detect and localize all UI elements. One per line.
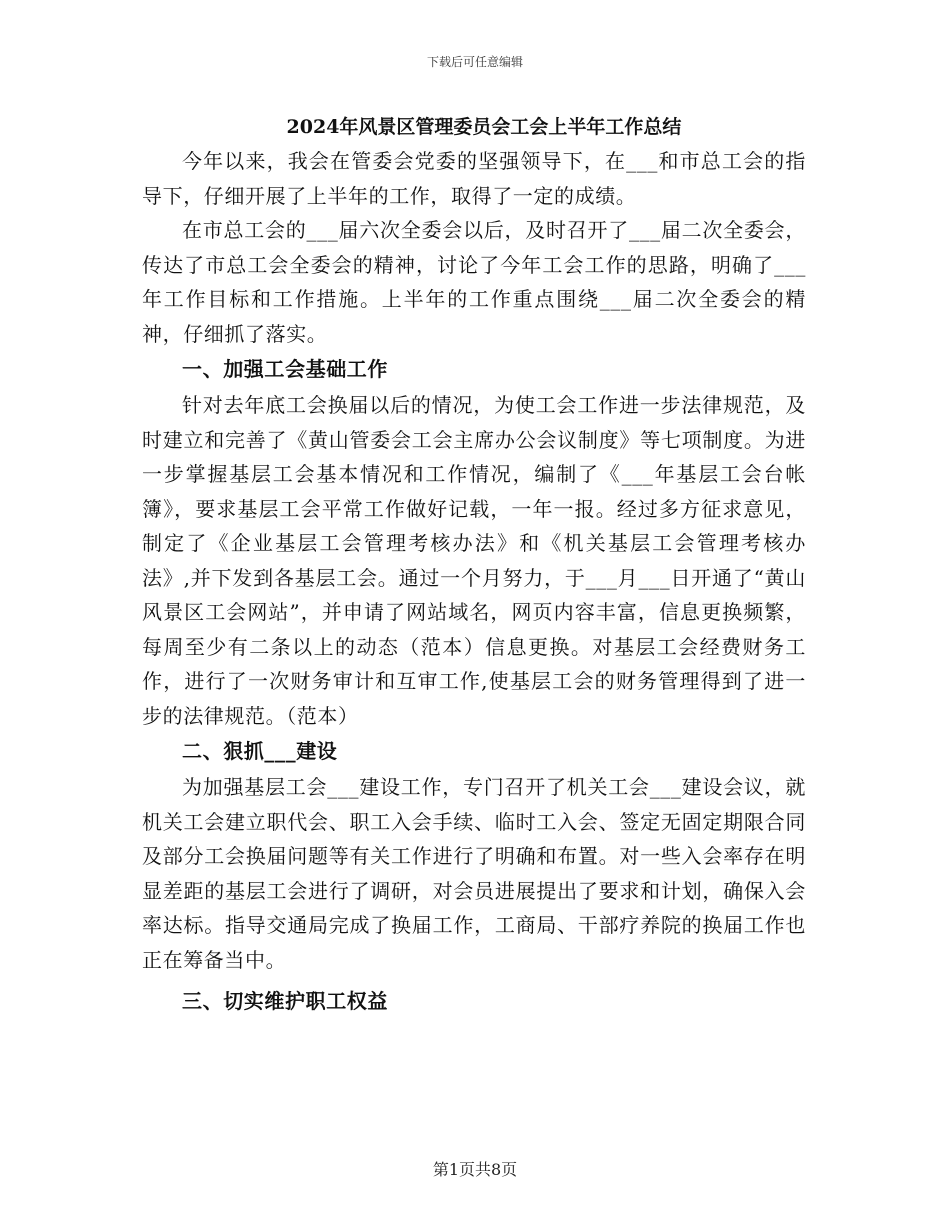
paragraph-basic-work: 针对去年底工会换届以后的情况，为使工会工作进一步法律规范，及时建立和完善了《黄山管委会工会主席办公会议制度》等七项制度。为进一步掌握基层工会基本情况和工作情况，编制了《___年基层工会台帐簿》，要求基层工会平常工作做好记载，一年一报。经过多方征求意见，制定了《企业基层工会管理考核办法》和《机关基层工会管理考核办法》,并下发到各基层工会。通过一个月努力，于___月___日开通了“黄山风景区工会网站”，并申请了网站域名，网页内容丰富，信息更换频繁，每周至少有二条以上的动态（范本）信息更换。对基层工会经费财务工作，进行了一次财务审计和互审工作,使基层工会的财务管理得到了进一步的法律规范。（范本） [142, 393, 806, 728]
paragraph-intro: 今年以来，我会在管委会党委的坚强领导下，在___和市总工会的指导下，仔细开展了上半年的工作，取得了一定的成绩。 [142, 149, 806, 208]
paragraph-construction: 为加强基层工会___建设工作，专门召开了机关工会___建设会议，就机关工会建立职代会、职工入会手续、临时工入会、签定无固定期限合同及部分工会换届问题等有关工作进行了明确和布置。对一些入会率存在明显差距的基层工会进行了调研，对会员进展提出了要求和计划，确保入会率达标。指导交通局完成了换届工作，工商局、干部疗养院的换届工作也正在筹备当中。 [142, 775, 806, 972]
section-heading-1: 一、加强工会基础工作 [182, 357, 388, 381]
section-heading-3: 三、切实维护职工权益 [182, 989, 388, 1013]
header-note: 下载后可任意编辑 [426, 55, 523, 69]
document-body [142, 110, 806, 1020]
section-heading-2: 二、狠抓___建设 [182, 739, 338, 763]
paragraph-committee-meeting: 在市总工会的___届六次全委会以后，及时召开了___届二次全委会，传达了市总工会全委会的精神，讨论了今年工会工作的思路，明确了___年工作目标和工作措施。上半年的工作重点围绕___届二次全委会的精神，仔细抓了落实。 [142, 218, 806, 346]
page-number-footer: 第1页共8页 [432, 1160, 518, 1179]
document-title: 2024年风景区管理委员会工会上半年工作总结 [286, 116, 682, 138]
